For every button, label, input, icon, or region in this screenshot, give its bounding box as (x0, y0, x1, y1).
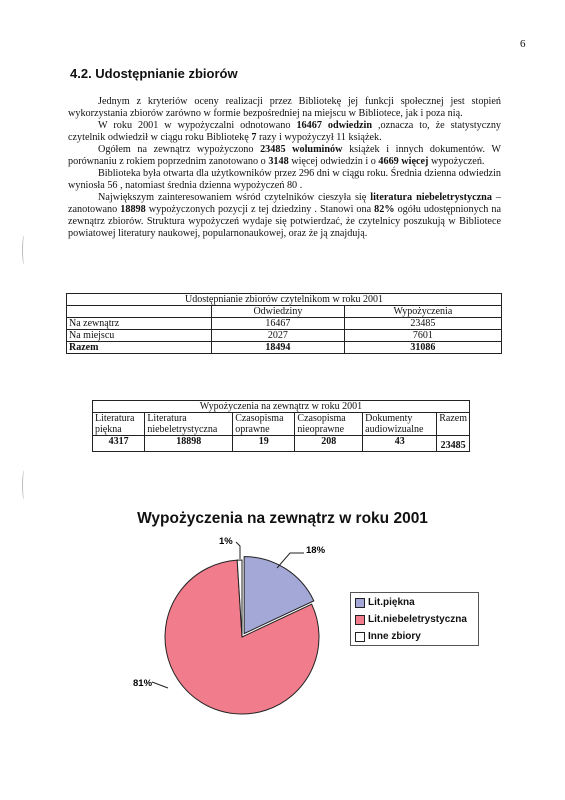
table-cell: 4317 (93, 436, 145, 452)
text-run-bold: 23485 woluminów (260, 144, 343, 155)
slice-value-label: 81% (133, 678, 153, 689)
leader-line (152, 682, 168, 688)
text-run: więcej odwiedzin i o (288, 156, 379, 167)
table-cell: Na miejscu (67, 330, 212, 342)
legend-label: Inne zbiory (368, 631, 421, 642)
text-run: Ogółem na zewnątrz wypożyczono (98, 144, 261, 155)
table-header: Czasopisma oprawne (233, 413, 295, 436)
table-cell: 31086 (344, 342, 501, 354)
legend-label: Lit.piękna (368, 597, 415, 608)
page-number: 6 (520, 38, 526, 50)
table-header: Literatura piękna (93, 413, 145, 436)
text-run-bold: 3148 (268, 156, 289, 167)
paragraph-5 (68, 192, 501, 240)
section-heading: 4.2. Udostępnianie zbiorów (70, 66, 238, 81)
paragraph-3 (68, 144, 501, 168)
table-header (67, 306, 212, 318)
table-row (93, 436, 470, 452)
chart-title: Wypożyczenia na zewnątrz w roku 2001 (137, 510, 428, 527)
table-header-row (67, 306, 502, 318)
table-cell: 18898 (145, 436, 233, 452)
paragraph-2 (68, 120, 501, 144)
pie-chart (0, 528, 565, 728)
text-run: Największym zainteresowaniem wśród czytelników cieszyła się (98, 192, 371, 203)
table-cell: 16467 (212, 318, 345, 330)
text-run-bold: 82% (374, 204, 395, 215)
table-wypozyczenia (92, 400, 470, 452)
table-title: Wypożyczenia na zewnątrz w roku 2001 (93, 401, 470, 413)
table-cell: 7601 (344, 330, 501, 342)
text-run: wypożyczeń. (428, 156, 485, 167)
chart-legend (350, 592, 479, 646)
table-cell: 23485 (344, 318, 501, 330)
table-row (67, 318, 502, 330)
table-cell: 2027 (212, 330, 345, 342)
table-header: Literatura niebeletrystyczna (145, 413, 233, 436)
table-header: Razem (437, 413, 470, 436)
table-cell: 19 (233, 436, 295, 452)
leader-line (236, 542, 240, 559)
text-run-bold: 7 (251, 132, 257, 143)
text-run: – zanotowano (68, 192, 502, 215)
table-cell: 18494 (212, 342, 345, 354)
table-header: Czasopisma nieoprawne (295, 413, 363, 436)
legend-label: Lit.niebeletrystyczna (368, 614, 467, 625)
paragraph-4: Biblioteka była otwarta dla użytkowników przez 296 dni w ciągu roku. Średnia dzienna odwiedzin wyniosła 56 , natomiast średnia dzienna wypożyczeń 80 . (68, 168, 501, 191)
text-run: wypożyczonych pozycji z tej dziedziny . Stanowi ona (145, 204, 375, 215)
table-row (67, 330, 502, 342)
text-run: ,oznacza to, że statystyczny czytelnik odwiedził w ciągu roku Bibliotekę (68, 120, 502, 143)
margin-mark (22, 470, 27, 500)
text-run-bold: 4669 więcej (378, 156, 429, 167)
table-row-total (67, 342, 502, 354)
table-cell: 43 (363, 436, 437, 452)
text-run: ogółu udostępnionych na zewnątrz zbiorów. Struktura wypożyczeń wydaje się potwierdzać, że czytelnicy poszukują w Bibliotece powiatowej literatury naukowej, popularnonaukowej, oraz że ją znajdują. (68, 204, 501, 239)
legend-item (355, 595, 478, 610)
text-run: W roku 2001 w wypożyczalni odnotowano (98, 120, 297, 131)
table-header: Dokumenty audiowizualne (363, 413, 437, 436)
table-udostepnianie (66, 293, 502, 354)
table-header: Odwiedziny (212, 306, 345, 318)
legend-item (355, 629, 478, 644)
table-header: Wypożyczenia (344, 306, 501, 318)
text-run-bold: literatura niebeletrystyczna (370, 192, 492, 203)
table-header-row (93, 413, 470, 436)
slice-value-label: 1% (219, 536, 233, 547)
legend-swatch (355, 615, 365, 625)
slice-value-label: 18% (306, 545, 326, 556)
table-cell: Razem (67, 342, 212, 354)
paragraph-1: Jednym z kryteriów oceny realizacji przez Bibliotekę jej funkcji społecznej jest stopień wykorzystania zbiorów zarówno w formie bezpośredniej na miejscu w Bibliotece, jak i poza nią. (68, 96, 501, 119)
legend-swatch (355, 632, 365, 642)
pie-slices (165, 557, 319, 714)
text-run: książek i innych dokumentów. W porównaniu z rokiem poprzednim zanotowano o (68, 144, 501, 167)
table-title: Udostępnianie zbiorów czytelnikom w roku 2001 (67, 294, 502, 306)
legend-swatch (355, 598, 365, 608)
table-cell: 208 (295, 436, 363, 452)
text-run-bold: 18898 (120, 204, 146, 215)
table-cell: 23485 (437, 436, 470, 452)
text-run-bold: 16467 odwiedzin (296, 120, 373, 131)
margin-mark (22, 235, 27, 265)
table-cell: Na zewnątrz (67, 318, 212, 330)
legend-item (355, 612, 478, 627)
text-run: razy i wypożyczył 11 książek. (256, 132, 382, 143)
body-text (68, 96, 501, 240)
